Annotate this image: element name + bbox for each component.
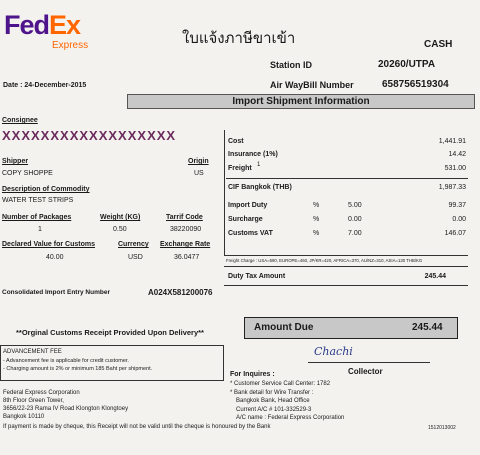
consolidated-value: A024X581200076 — [148, 288, 213, 297]
cost-value: 1,441.91 — [438, 138, 466, 145]
signature-line — [308, 362, 430, 363]
inquiries-line1: * Customer Service Call Center: 1782 — [230, 381, 331, 387]
packages-label: Number of Packages — [2, 214, 72, 221]
advancement-line2: - Charging amount is 2% or minimum 185 Baht per shipment. — [3, 366, 153, 372]
awb-label: Air WayBill Number — [270, 80, 354, 90]
address-line2: 8th Floor Green Tower, — [3, 398, 64, 404]
freight-label: Freight — [228, 165, 252, 172]
charges-divider — [224, 130, 225, 255]
advancement-title: ADVANCEMENT FEE — [3, 349, 62, 355]
awb-value: 658756519304 — [382, 79, 449, 90]
address-line4: Bangkok 10110 — [3, 414, 45, 420]
import-duty-label: Import Duty — [228, 202, 268, 209]
import-duty-pct: % — [313, 202, 320, 209]
receipt-note: **Orginal Customs Receipt Provided Upon Delivery** — [16, 328, 204, 337]
cheque-note: If payment is made by cheque, this Receipt will not be valid until the cheque is honoured by the Bank — [3, 424, 271, 430]
collector-label: Collector — [348, 367, 383, 376]
currency-value: USD — [128, 254, 143, 261]
inquiries-line2: * Bank detail for Wire Transfer : — [230, 390, 314, 396]
logo-ex: Ex — [49, 10, 81, 40]
document-number: 1512013002 — [428, 425, 456, 431]
cif-label: CIF Bangkok (THB) — [228, 184, 292, 191]
surcharge-rate: 0.00 — [348, 216, 362, 223]
customs-vat-value: 146.07 — [444, 230, 466, 237]
customs-vat-label: Customs VAT — [228, 230, 273, 237]
logo-subtitle: Express — [52, 40, 89, 51]
freight-mark: 1 — [257, 162, 261, 168]
station-value: 20260/UTPA — [378, 59, 436, 70]
surcharge-value: 0.00 — [452, 216, 466, 223]
surcharge-label: Surcharge — [228, 216, 263, 223]
shipper-label: Shipper — [2, 158, 29, 165]
document-title-thai: ใบแจ้งภาษีขาเข้า — [182, 29, 296, 47]
inquiries-line4: Current A/C # 101-332529-3 — [236, 407, 312, 413]
insurance-value: 14.42 — [448, 151, 466, 158]
tariff-value: 38220090 — [170, 226, 202, 233]
currency-label: Currency — [118, 241, 149, 248]
duty-tax-label: Duty Tax Amount — [228, 273, 286, 280]
section-title: Import Shipment Information — [127, 94, 475, 109]
weight-label: Weight (KG) — [100, 214, 141, 221]
address-line3: 3656/22-23 Rama IV Road Klongton Klongtoey — [3, 406, 129, 412]
commodity-value: WATER TEST STRIPS — [2, 197, 74, 204]
advancement-line1: - Advancement fee is applicable for credit customer. — [3, 358, 129, 364]
insurance-label: Insurance (1%) — [228, 151, 278, 158]
fedex-logo — [4, 12, 80, 39]
origin-label: Origin — [188, 158, 209, 165]
station-label: Station ID — [270, 60, 312, 70]
duty-tax-value: 245.44 — [424, 273, 446, 280]
payment-type: CASH — [424, 39, 453, 50]
freight-value: 531.00 — [444, 165, 466, 172]
exchange-label: Exchange Rate — [160, 241, 211, 248]
declared-value: 40.00 — [46, 254, 64, 261]
cif-rule — [226, 178, 468, 179]
duty-rule-top — [224, 266, 468, 267]
packages-value: 1 — [38, 226, 42, 233]
commodity-label: Description of Commodity — [2, 186, 90, 193]
inquiries-line3: Bangkok Bank, Head Office — [236, 398, 310, 404]
collector-signature: Chachi — [314, 345, 353, 358]
amount-due-label: Amount Due — [254, 322, 314, 333]
freight-note-rule — [224, 255, 468, 256]
origin-value: US — [194, 170, 204, 177]
amount-due-value: 245.44 — [412, 322, 443, 333]
document-date: Date : 24-December-2015 — [3, 82, 87, 89]
cif-value: 1,987.33 — [438, 184, 466, 191]
inquiries-title: For Inquires : — [230, 371, 275, 378]
consignee-value: XXXXXXXXXXXXXXXXXX — [2, 128, 177, 143]
shipper-value: COPY SHOPPE — [2, 170, 53, 177]
logo-fed: Fed — [4, 10, 50, 40]
freight-charge-note: Freight Charge : USA=590, EUROPE=460, JP/KR=420, AFRICA=370, AU/NZ=310, ASIA=130 THB/KG — [226, 258, 423, 263]
duty-rule-bottom — [224, 285, 468, 286]
address-line1: Federal Express Corporation — [3, 390, 80, 396]
import-duty-value: 99.37 — [448, 202, 466, 209]
declared-label: Declared Value for Customs — [2, 241, 95, 248]
import-duty-rate: 5.00 — [348, 202, 362, 209]
customs-vat-rate: 7.00 — [348, 230, 362, 237]
weight-value: 0.50 — [113, 226, 127, 233]
tariff-label: Tarrif Code — [166, 214, 203, 221]
exchange-value: 36.0477 — [174, 254, 200, 261]
consignee-label: Consignee — [2, 117, 38, 124]
cost-label: Cost — [228, 138, 244, 145]
inquiries-line5: A/C name : Federal Express Corporation — [236, 415, 345, 421]
consolidated-label: Consolidated Import Entry Number — [2, 289, 110, 296]
surcharge-pct: % — [313, 216, 320, 223]
customs-vat-pct: % — [313, 230, 320, 237]
